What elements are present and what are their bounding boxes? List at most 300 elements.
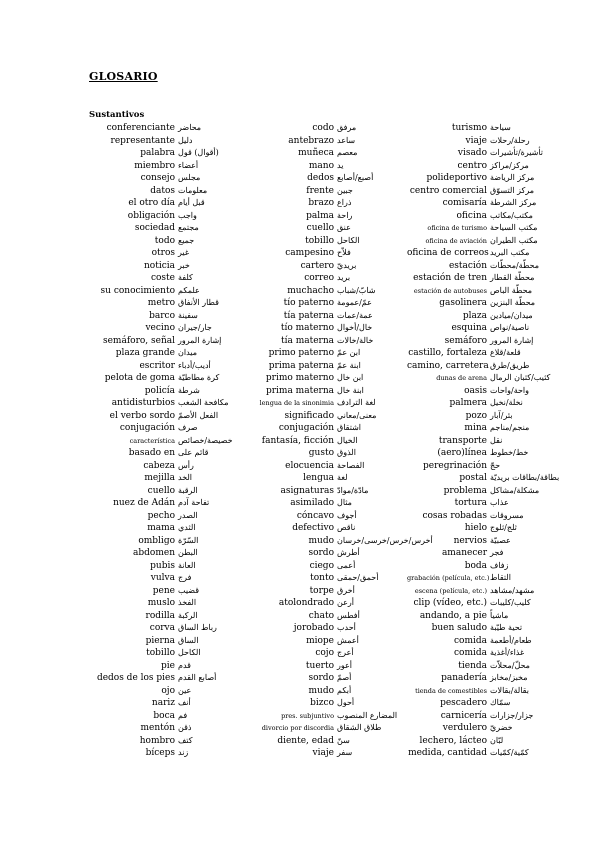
glossary-entry	[244, 661, 409, 674]
glossary-entry	[80, 448, 245, 461]
arabic-term: فرج	[178, 573, 192, 582]
arabic-term: أفطس	[337, 610, 360, 620]
spanish-term: diente, edad	[277, 735, 334, 746]
spanish-term: pecho	[147, 510, 175, 521]
arabic-term: (أقوال) قول	[178, 148, 219, 157]
spanish-term: bíceps	[145, 748, 175, 758]
spanish-term: postal	[459, 473, 487, 483]
spanish-term: semáforo	[444, 335, 487, 346]
arabic-term: أنف	[178, 698, 191, 707]
glossary-entry	[407, 248, 572, 261]
spanish-term: gusto	[308, 448, 334, 458]
spanish-term: comisaría	[442, 198, 487, 208]
arabic-term: سمّاك	[490, 698, 511, 707]
spanish-term: estación	[448, 260, 487, 271]
glossary-entry	[80, 636, 245, 649]
spanish-term: metro	[147, 298, 175, 308]
spanish-term: cuello	[306, 223, 334, 233]
glossary-entry	[244, 723, 409, 736]
glossary-entry	[407, 573, 572, 586]
glossary-entry	[244, 136, 409, 149]
glossary-entry	[80, 148, 245, 161]
glossary-entry	[80, 748, 245, 761]
arabic-term: مكتب/مكاتب	[490, 210, 533, 220]
spanish-term: visado	[457, 148, 487, 158]
spanish-term: medida, cantidad	[408, 748, 487, 758]
spanish-term: vulva	[150, 573, 175, 583]
glossary-entry	[407, 586, 572, 599]
glossary-entry	[80, 723, 245, 736]
arabic-term: الساق	[178, 635, 199, 645]
spanish-term: primo paterno	[268, 348, 334, 358]
glossary-entry	[80, 373, 245, 386]
arabic-term: دليل	[178, 135, 193, 145]
arabic-term: مكتب السياحة	[490, 223, 538, 232]
spanish-term: muslo	[147, 598, 175, 608]
spanish-term: dedos	[307, 173, 334, 183]
glossary-entry	[244, 573, 409, 586]
glossary-entry	[80, 311, 245, 324]
spanish-term: sordo	[308, 548, 334, 558]
arabic-term: التقاط	[490, 573, 511, 582]
glossary-entry	[80, 698, 245, 711]
glossary-entry	[80, 198, 245, 211]
arabic-term: خالة/خالات	[337, 335, 374, 345]
spanish-term: estación de tren	[413, 273, 487, 283]
arabic-term: أخرس/خرس/خرسى/خرسان	[337, 535, 433, 545]
arabic-term: الرقبة	[178, 485, 198, 495]
arabic-term: صرف	[178, 423, 198, 432]
glossary-entry	[407, 423, 572, 436]
glossary-entry	[80, 661, 245, 674]
section-heading: Sustantivos	[89, 110, 145, 120]
glossary-entry	[244, 398, 409, 411]
arabic-term: محطّة الباص	[490, 285, 533, 295]
glossary-entry	[407, 448, 572, 461]
glossary-column-3	[407, 123, 572, 761]
arabic-term: مشهد/مشاهد	[490, 585, 535, 595]
glossary-entry	[407, 286, 572, 299]
glossary-entry	[407, 236, 572, 249]
spanish-term: centro comercial	[409, 185, 487, 196]
spanish-term: mejilla	[144, 473, 175, 483]
page-title: GLOSARIO	[89, 70, 158, 83]
glossary-entry	[80, 336, 245, 349]
arabic-term: السّرّة	[178, 535, 199, 545]
arabic-term: سياحة	[490, 123, 511, 132]
glossary-entry	[244, 486, 409, 499]
spanish-term: asimilado	[290, 498, 334, 508]
arabic-term: يد	[337, 160, 344, 170]
glossary-entry	[244, 448, 409, 461]
spanish-term: fantasía, ficción	[261, 435, 334, 446]
arabic-term: بريديّ	[337, 260, 357, 270]
glossary-entry	[80, 286, 245, 299]
glossary-entry	[244, 211, 409, 224]
arabic-term: عمة/عمات	[337, 310, 373, 320]
glossary-entry	[80, 611, 245, 624]
arabic-term: عنق	[337, 223, 351, 232]
glossary-entry	[80, 398, 245, 411]
arabic-term: الكاحل	[337, 235, 360, 245]
glossary-entry	[80, 498, 245, 511]
glossary-entry	[80, 536, 245, 549]
glossary-entry	[244, 686, 409, 699]
glossary-entry	[80, 136, 245, 149]
glossary-entry	[407, 273, 572, 286]
arabic-term: مركز/مراكز	[490, 160, 529, 170]
glossary-entry	[407, 623, 572, 636]
glossary-entry	[407, 498, 572, 511]
arabic-term: ذراع	[337, 198, 352, 207]
glossary-entry	[80, 736, 245, 749]
glossary-entry	[244, 148, 409, 161]
arabic-term: تفاحة آدم	[178, 498, 210, 507]
glossary-entry	[244, 236, 409, 249]
spanish-term: comida	[454, 648, 487, 658]
spanish-term: tuerto	[305, 660, 334, 671]
spanish-term: palmera	[449, 398, 487, 408]
arabic-term: قطار الأنفاق	[178, 298, 219, 307]
arabic-term: إشارة المرور	[178, 335, 222, 345]
glossary-entry	[244, 423, 409, 436]
arabic-term: بريد	[337, 273, 351, 282]
arabic-term: معلومات	[178, 185, 208, 195]
spanish-term: semáforo, señal	[102, 335, 175, 346]
spanish-term: tío paterno	[283, 298, 334, 308]
spanish-term: muchacho	[287, 285, 334, 296]
spanish-term: plaza	[462, 310, 487, 321]
arabic-term: تحية طيّبة	[490, 623, 523, 632]
spanish-term: antidisturbios	[111, 398, 175, 408]
arabic-term: الذوق	[337, 448, 356, 457]
glossary-entry	[407, 486, 572, 499]
glossary-entry	[407, 211, 572, 224]
spanish-term: cojo	[315, 648, 334, 658]
glossary-entry	[80, 261, 245, 274]
arabic-term: رباط الساق	[178, 623, 217, 632]
arabic-term: قلعة/قلاع	[490, 348, 521, 357]
glossary-entry	[80, 486, 245, 499]
spanish-term: ojo	[161, 685, 175, 696]
spanish-term: nariz	[151, 698, 175, 708]
spanish-term: asignaturas	[280, 485, 334, 496]
arabic-term: كمّية/كمّيات	[490, 748, 529, 757]
spanish-term: gasolinera	[439, 298, 487, 308]
arabic-term: قدم	[178, 660, 191, 670]
arabic-term: عمّ/عمومة	[337, 298, 372, 307]
glossary-entry	[407, 711, 572, 724]
glossary-entry	[244, 348, 409, 361]
spanish-term: castillo, fortaleza	[408, 348, 487, 358]
glossary-entry	[80, 586, 245, 599]
arabic-term: محطّة البنزين	[490, 298, 536, 307]
glossary-entry	[244, 698, 409, 711]
arabic-term: جبين	[337, 185, 353, 195]
glossary-entry	[244, 298, 409, 311]
spanish-term: su conocimiento	[100, 285, 175, 296]
glossary-entry	[244, 598, 409, 611]
arabic-term: أبكم	[337, 685, 352, 695]
spanish-term: nuez de Adán	[113, 498, 175, 508]
arabic-term: مشكلة/مشاكل	[490, 485, 540, 495]
arabic-term: قائم على	[178, 448, 209, 457]
glossary-entry	[244, 636, 409, 649]
arabic-term: مرفق	[337, 123, 357, 132]
glossary-entry	[407, 411, 572, 424]
spanish-term: clip (vídeo, etc.)	[413, 598, 487, 608]
glossary-entry	[80, 561, 245, 574]
spanish-term: lechero, lácteo	[419, 735, 487, 746]
arabic-term: ناقص	[337, 523, 356, 532]
glossary-entry	[407, 736, 572, 749]
arabic-term: أحدب	[337, 623, 356, 632]
glossary-entry	[80, 386, 245, 399]
arabic-term: عصبيّة	[490, 535, 511, 545]
spanish-term: cóncavo	[296, 510, 334, 521]
arabic-term: غذاء/أغذية	[490, 648, 525, 657]
glossary-entry	[244, 561, 409, 574]
arabic-term: الكاحل	[178, 648, 201, 657]
spanish-term: significado	[284, 410, 334, 421]
spanish-term: palma	[306, 210, 334, 221]
spanish-term: pubis	[150, 560, 175, 571]
arabic-term: رحلة/رحلات	[490, 135, 530, 145]
spanish-term: corva	[149, 623, 175, 633]
arabic-term: زند	[178, 748, 189, 757]
spanish-term: boca	[153, 710, 175, 721]
glossary-entry	[407, 136, 572, 149]
glossary-entry	[244, 673, 409, 686]
spanish-term: jorobado	[293, 623, 334, 633]
arabic-term: مسروقات	[490, 510, 524, 520]
glossary-entry	[244, 523, 409, 536]
arabic-term: أطرش	[337, 548, 360, 557]
glossary-entry	[407, 373, 572, 386]
spanish-term: defectivo	[292, 523, 334, 533]
glossary-entry	[244, 248, 409, 261]
spanish-term: noticia	[144, 260, 175, 271]
glossary-entry	[244, 461, 409, 474]
spanish-term: tienda	[458, 660, 487, 671]
glossary-entry	[407, 748, 572, 761]
arabic-term: تأشيرة/تأشيرات	[490, 148, 544, 157]
spanish-term: conjugación	[278, 423, 334, 433]
arabic-term: كثيب/كثبان الرمال	[490, 373, 551, 382]
arabic-term: عذاب	[490, 498, 509, 507]
arabic-term: ثلج/ثلوج	[490, 523, 517, 532]
glossary-entry	[244, 411, 409, 424]
spanish-term: conferenciante	[106, 123, 175, 133]
arabic-term: ابنة عمّ	[337, 360, 361, 370]
spanish-term: mudo	[308, 685, 334, 696]
arabic-term: رأس	[178, 460, 194, 470]
glossary-entry	[407, 548, 572, 561]
arabic-term: نخلة/نخيل	[490, 398, 523, 407]
spanish-term: basado en	[128, 448, 175, 458]
glossary-entry	[407, 473, 572, 486]
spanish-term: pie	[161, 660, 175, 671]
arabic-term: علمكم	[178, 285, 200, 295]
glossary-entry	[80, 161, 245, 174]
spanish-term: elocuencia	[285, 460, 334, 471]
glossary-entry	[80, 673, 245, 686]
glossary-entry	[244, 511, 409, 524]
glossary-entry	[407, 173, 572, 186]
spanish-term: divorcio por discordia	[261, 724, 334, 732]
glossary-entry	[80, 273, 245, 286]
spanish-term: viaje	[465, 135, 487, 146]
arabic-term: فجر	[490, 548, 504, 557]
arabic-term: كليب/كليبات	[490, 598, 531, 607]
spanish-term: turismo	[451, 123, 487, 133]
arabic-term: ابنة خال	[337, 385, 364, 395]
glossary-entry	[80, 523, 245, 536]
spanish-term: escena (película, etc.)	[414, 586, 487, 595]
arabic-term: أخرق	[337, 585, 355, 595]
arabic-term: المضارع المنصوب	[337, 710, 398, 720]
glossary-entry	[80, 248, 245, 261]
spanish-term: oficina de aviación	[425, 236, 487, 245]
spanish-term: tío materno	[280, 323, 334, 333]
glossary-entry	[80, 211, 245, 224]
spanish-term: frente	[306, 185, 334, 196]
arabic-term: ذقن	[178, 723, 192, 732]
glossary-entry	[407, 198, 572, 211]
arabic-term: مكتب الطيران	[490, 235, 538, 245]
glossary-entry	[80, 461, 245, 474]
arabic-term: أحمق/حمقى	[337, 573, 379, 582]
arabic-term: جزار/جزارات	[490, 710, 534, 720]
arabic-term: سنّ	[337, 735, 350, 745]
arabic-term: ميدان/ميادين	[490, 310, 533, 320]
glossary-entry	[244, 223, 409, 236]
spanish-term: barco	[149, 310, 175, 321]
arabic-term: منجم/مناجم	[490, 423, 530, 432]
glossary-entry	[407, 148, 572, 161]
arabic-term: مركز الرياضة	[490, 173, 535, 182]
arabic-term: أجوف	[337, 510, 357, 520]
spanish-term: prima paterna	[268, 360, 334, 371]
glossary-entry	[407, 261, 572, 274]
glossary-entry	[407, 561, 572, 574]
arabic-term: خضريّ	[490, 723, 513, 732]
arabic-term: بطاقة/بطاقات بريديّة	[490, 473, 560, 482]
spanish-term: el verbo sordo	[109, 410, 175, 421]
glossary-entry	[244, 623, 409, 636]
spanish-term: oficina	[456, 210, 487, 221]
spanish-term: campesino	[285, 248, 334, 258]
arabic-term: الفعل الأصمّ	[178, 410, 219, 420]
glossary-entry	[244, 273, 409, 286]
spanish-term: tobillo	[146, 648, 175, 658]
spanish-term: camino, carretera	[407, 360, 489, 371]
arabic-term: طريق/طرق	[490, 360, 530, 370]
glossary-entry	[80, 323, 245, 336]
spanish-term: coste	[150, 273, 175, 283]
glossary-entry	[80, 623, 245, 636]
glossary-entry	[407, 723, 572, 736]
spanish-term: brazo	[308, 198, 334, 208]
spanish-term: cuello	[147, 485, 175, 496]
arabic-term: الخيال	[337, 435, 358, 445]
spanish-term: prima materna	[265, 385, 334, 396]
glossary-entry	[80, 123, 245, 136]
glossary-entry	[244, 336, 409, 349]
glossary-entry	[407, 436, 572, 449]
spanish-term: cartero	[300, 260, 334, 271]
spanish-term: dedos de los pies	[96, 673, 175, 683]
spanish-term: grabación (película, etc.)	[407, 574, 490, 582]
spanish-term: mina	[464, 423, 487, 433]
spanish-term: dunas de arena	[436, 374, 487, 382]
arabic-term: خصيصة/خصائص	[178, 435, 233, 445]
arabic-term: أصمّ	[337, 673, 352, 682]
spanish-term: representante	[110, 135, 175, 146]
glossary-entry	[244, 586, 409, 599]
spanish-term: hombro	[139, 735, 175, 746]
spanish-term: tortura	[454, 498, 487, 508]
spanish-term: pescadero	[440, 698, 487, 708]
arabic-term: أعضاء	[178, 160, 199, 170]
glossary-entry	[244, 648, 409, 661]
arabic-term: لبّان	[490, 735, 504, 745]
glossary-entry	[244, 386, 409, 399]
glossary-entry	[244, 286, 409, 299]
glossary-entry	[244, 548, 409, 561]
spanish-term: vecino	[145, 323, 175, 333]
spanish-term: estación de autobuses	[413, 286, 487, 295]
spanish-term: obligación	[127, 210, 175, 221]
arabic-term: مجلس	[178, 173, 201, 182]
spanish-term: antebrazo	[288, 135, 334, 146]
spanish-term: atolondrado	[278, 598, 334, 608]
glossary-entry	[244, 736, 409, 749]
glossary-entry	[407, 636, 572, 649]
spanish-term: nervios	[453, 535, 487, 546]
glossary-entry	[407, 598, 572, 611]
arabic-term: شرطة	[178, 385, 200, 395]
spanish-term: ciego	[309, 560, 334, 571]
glossary-entry	[244, 373, 409, 386]
arabic-term: نقل	[490, 435, 503, 445]
glossary-entry	[244, 198, 409, 211]
glossary-entry	[407, 336, 572, 349]
arabic-term: عين	[178, 685, 192, 695]
spanish-term: problema	[443, 485, 487, 496]
glossary-entry	[244, 161, 409, 174]
glossary-entry	[80, 473, 245, 486]
spanish-term: transporte	[438, 435, 487, 446]
arabic-term: طلاق الشقاق	[337, 723, 382, 732]
glossary-entry	[80, 298, 245, 311]
spanish-term: miope	[306, 635, 334, 646]
glossary-entry	[80, 648, 245, 661]
glossary-entry	[407, 311, 572, 324]
spanish-term: cabeza	[143, 460, 175, 471]
spanish-term: datos	[150, 185, 175, 196]
glossary-entry	[407, 611, 572, 624]
arabic-term: ماشياً	[490, 610, 509, 620]
spanish-term: esquina	[451, 323, 487, 333]
arabic-term: العانة	[178, 560, 196, 570]
glossary-entry	[80, 361, 245, 374]
arabic-term: خال/أخوال	[337, 323, 373, 332]
spanish-term: tobillo	[305, 235, 334, 246]
arabic-term: ابن عمّ	[337, 348, 361, 357]
arabic-term: أصبع/أصابع	[337, 173, 374, 182]
arabic-term: غير	[178, 248, 190, 257]
